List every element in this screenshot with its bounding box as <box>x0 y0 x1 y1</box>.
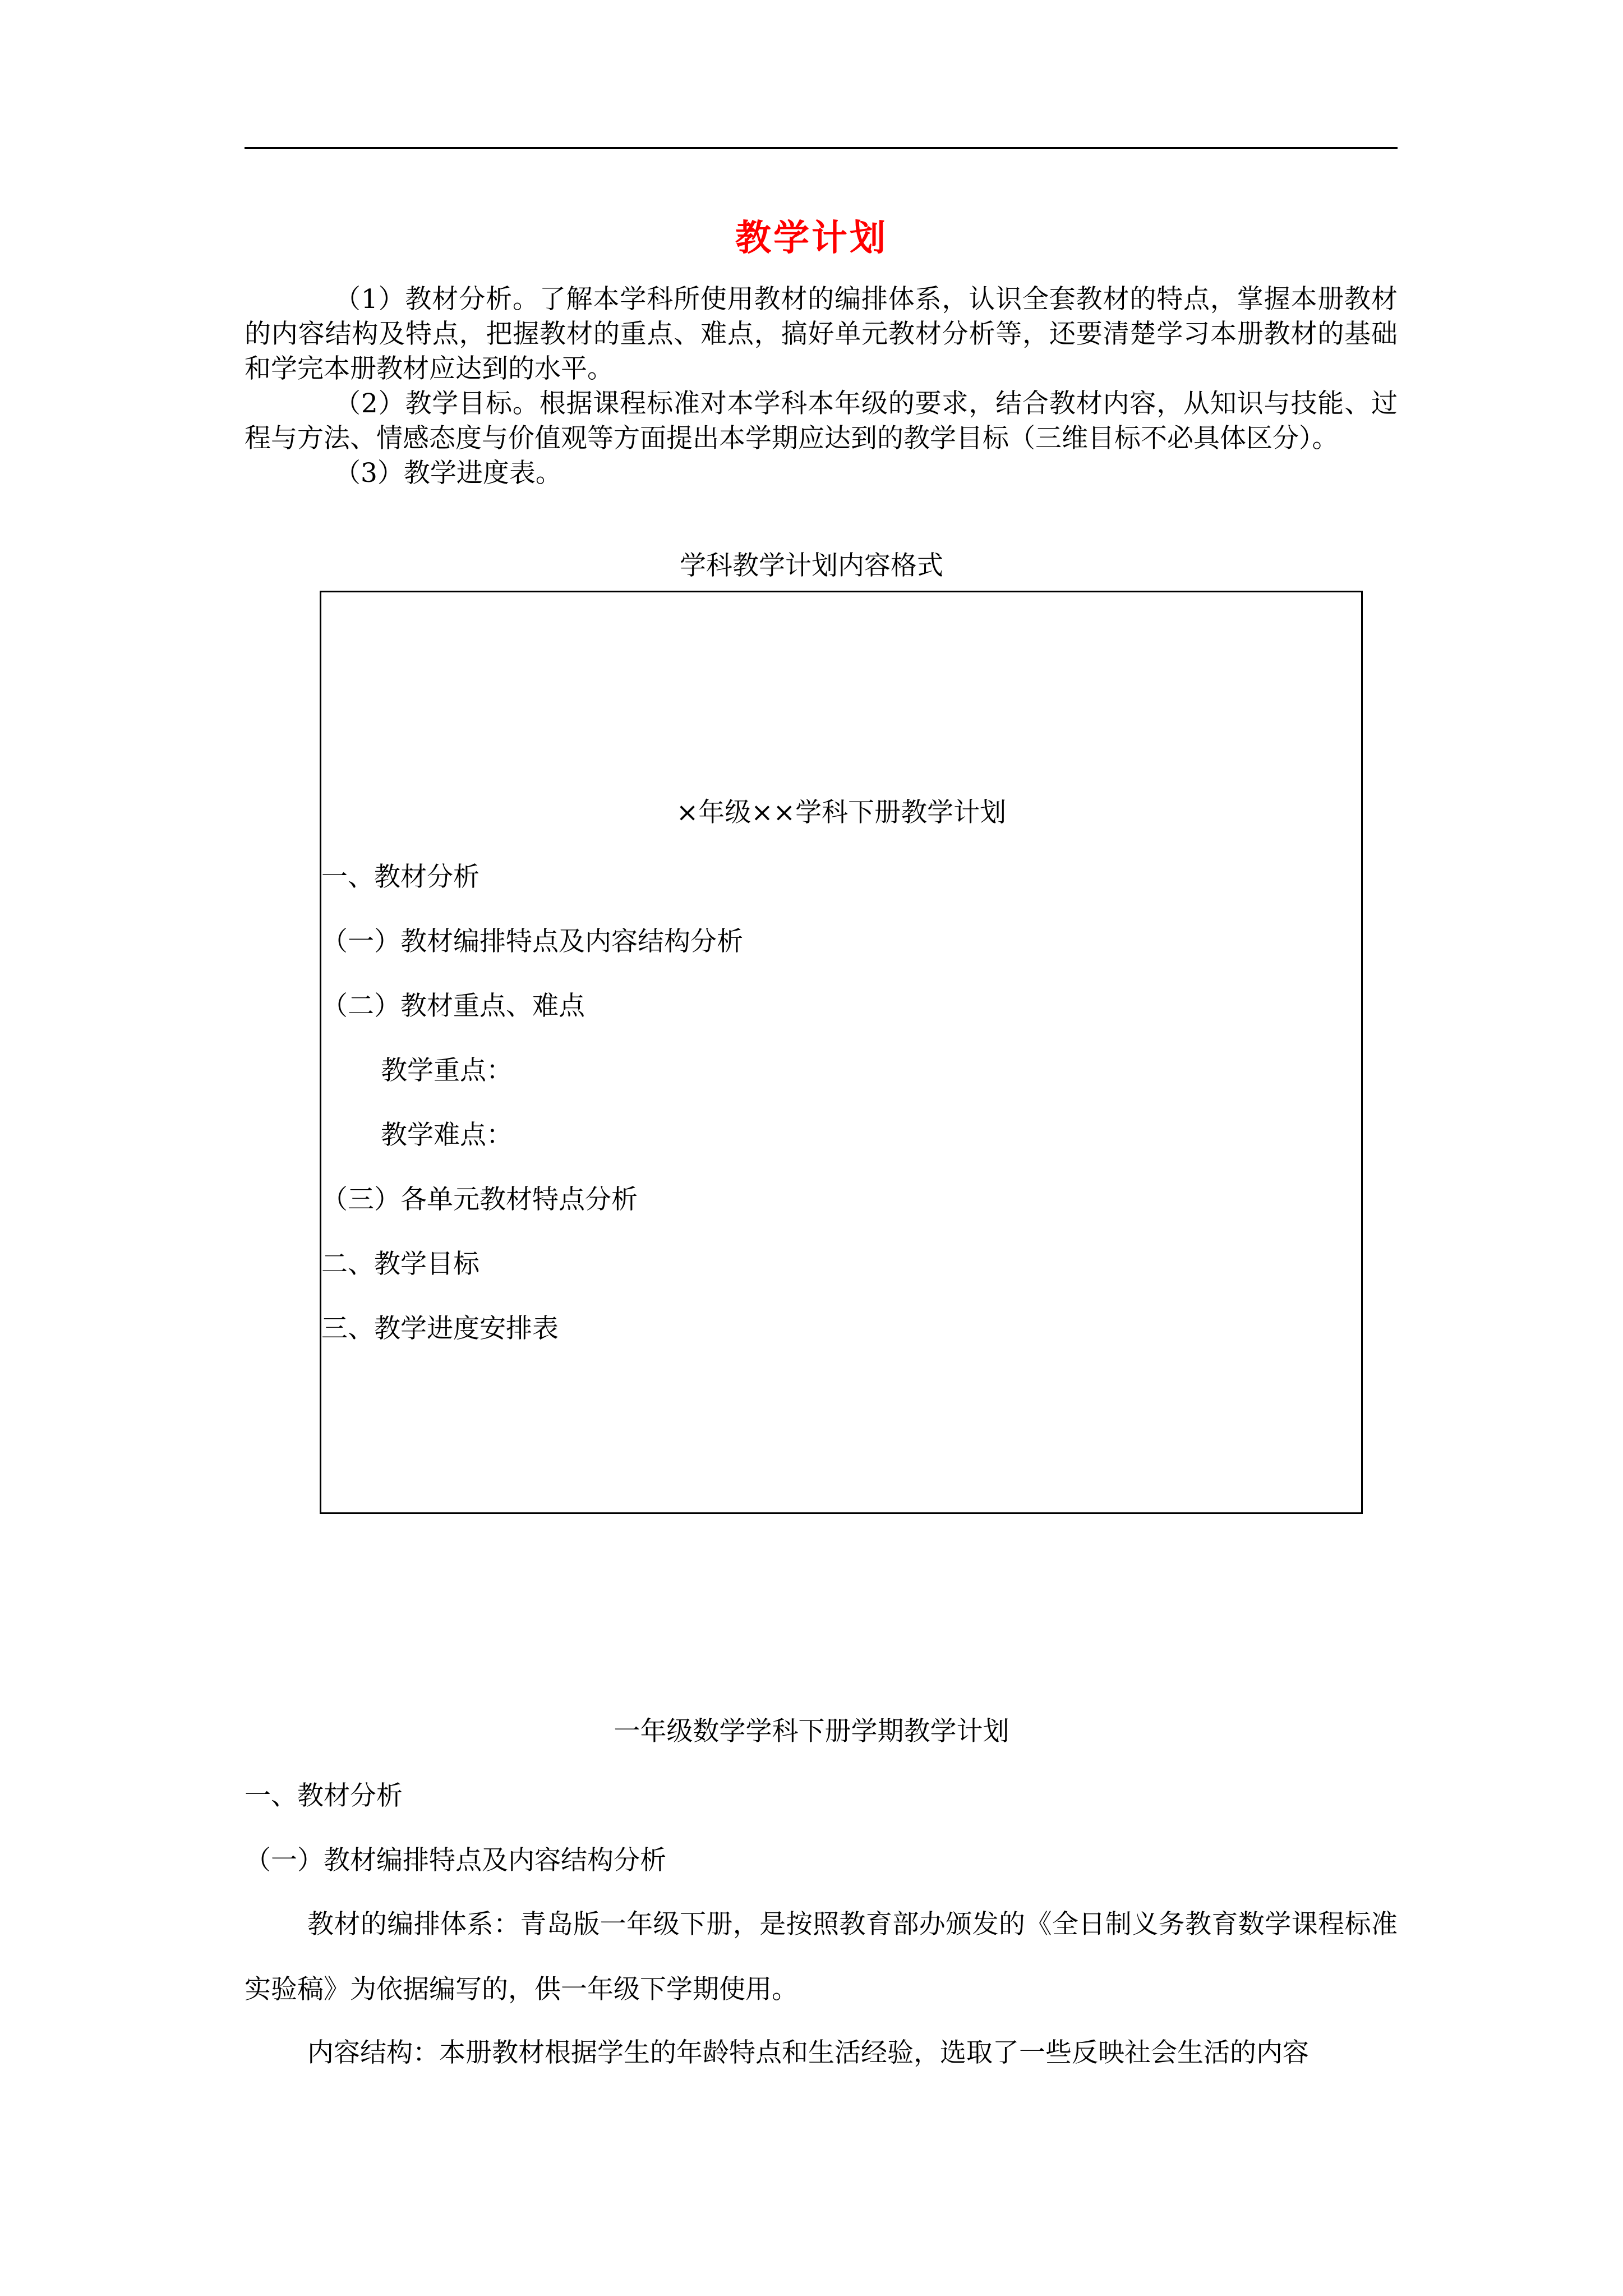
intro-section <box>245 282 1398 491</box>
format-template-box <box>320 591 1363 1514</box>
plan-title: 一年级数学学科下册学期教学计划 <box>614 1716 1009 1747</box>
plan-subsection-heading: （一）教材编排特点及内容结构分析 <box>245 1845 666 1876</box>
format-item: （三）各单元教材特点分析 <box>321 1184 638 1215</box>
format-item: 一、教材分析 <box>321 862 479 892</box>
format-caption: 学科教学计划内容格式 <box>680 550 943 581</box>
format-box-title: ×年级××学科下册教学计划 <box>676 797 1007 828</box>
format-item: （二）教材重点、难点 <box>321 991 585 1022</box>
format-item: （一）教材编排特点及内容结构分析 <box>321 926 743 957</box>
format-item: 教学难点： <box>381 1120 513 1151</box>
plan-paragraph <box>245 2021 1398 2086</box>
intro-paragraph: （2）教学目标。根据课程标准对本学科本年级的要求，结合教材内容，从知识与技能、过程与方法、情感态度与价值观等方面提出本学期应达到的教学目标（三维目标不必具体区分）。 <box>245 388 1398 454</box>
format-item: 教学重点： <box>381 1055 513 1086</box>
plan-section-heading: 一、教材分析 <box>245 1780 403 1811</box>
plan-paragraph-text: 内容结构：本册教材根据学生的年龄特点和生活经验，选取了一些反映社会生活的内容 <box>307 2037 1309 2068</box>
plan-paragraph-text: 教材的编排体系：青岛版一年级下册，是按照教育部办颁发的《全日制义务教育数学课程标准实验稿》为依据编写的，供一年级下学期使用。 <box>245 1909 1398 2005</box>
header-rule <box>245 147 1398 149</box>
plan-paragraph <box>245 1892 1398 2022</box>
format-item: 二、教学目标 <box>321 1249 479 1280</box>
intro-paragraph: （1）教材分析。了解本学科所使用教材的编排体系，认识全套教材的特点，掌握本册教材的内容结构及特点，把握教材的重点、难点，搞好单元教材分析等，还要清楚学习本册教材的基础和学完本册教材应达到的水平。 <box>245 284 1398 384</box>
page-title: 教学计划 <box>735 217 888 259</box>
intro-paragraph: （3）教学进度表。 <box>334 458 562 489</box>
format-item: 三、教学进度安排表 <box>321 1313 559 1344</box>
